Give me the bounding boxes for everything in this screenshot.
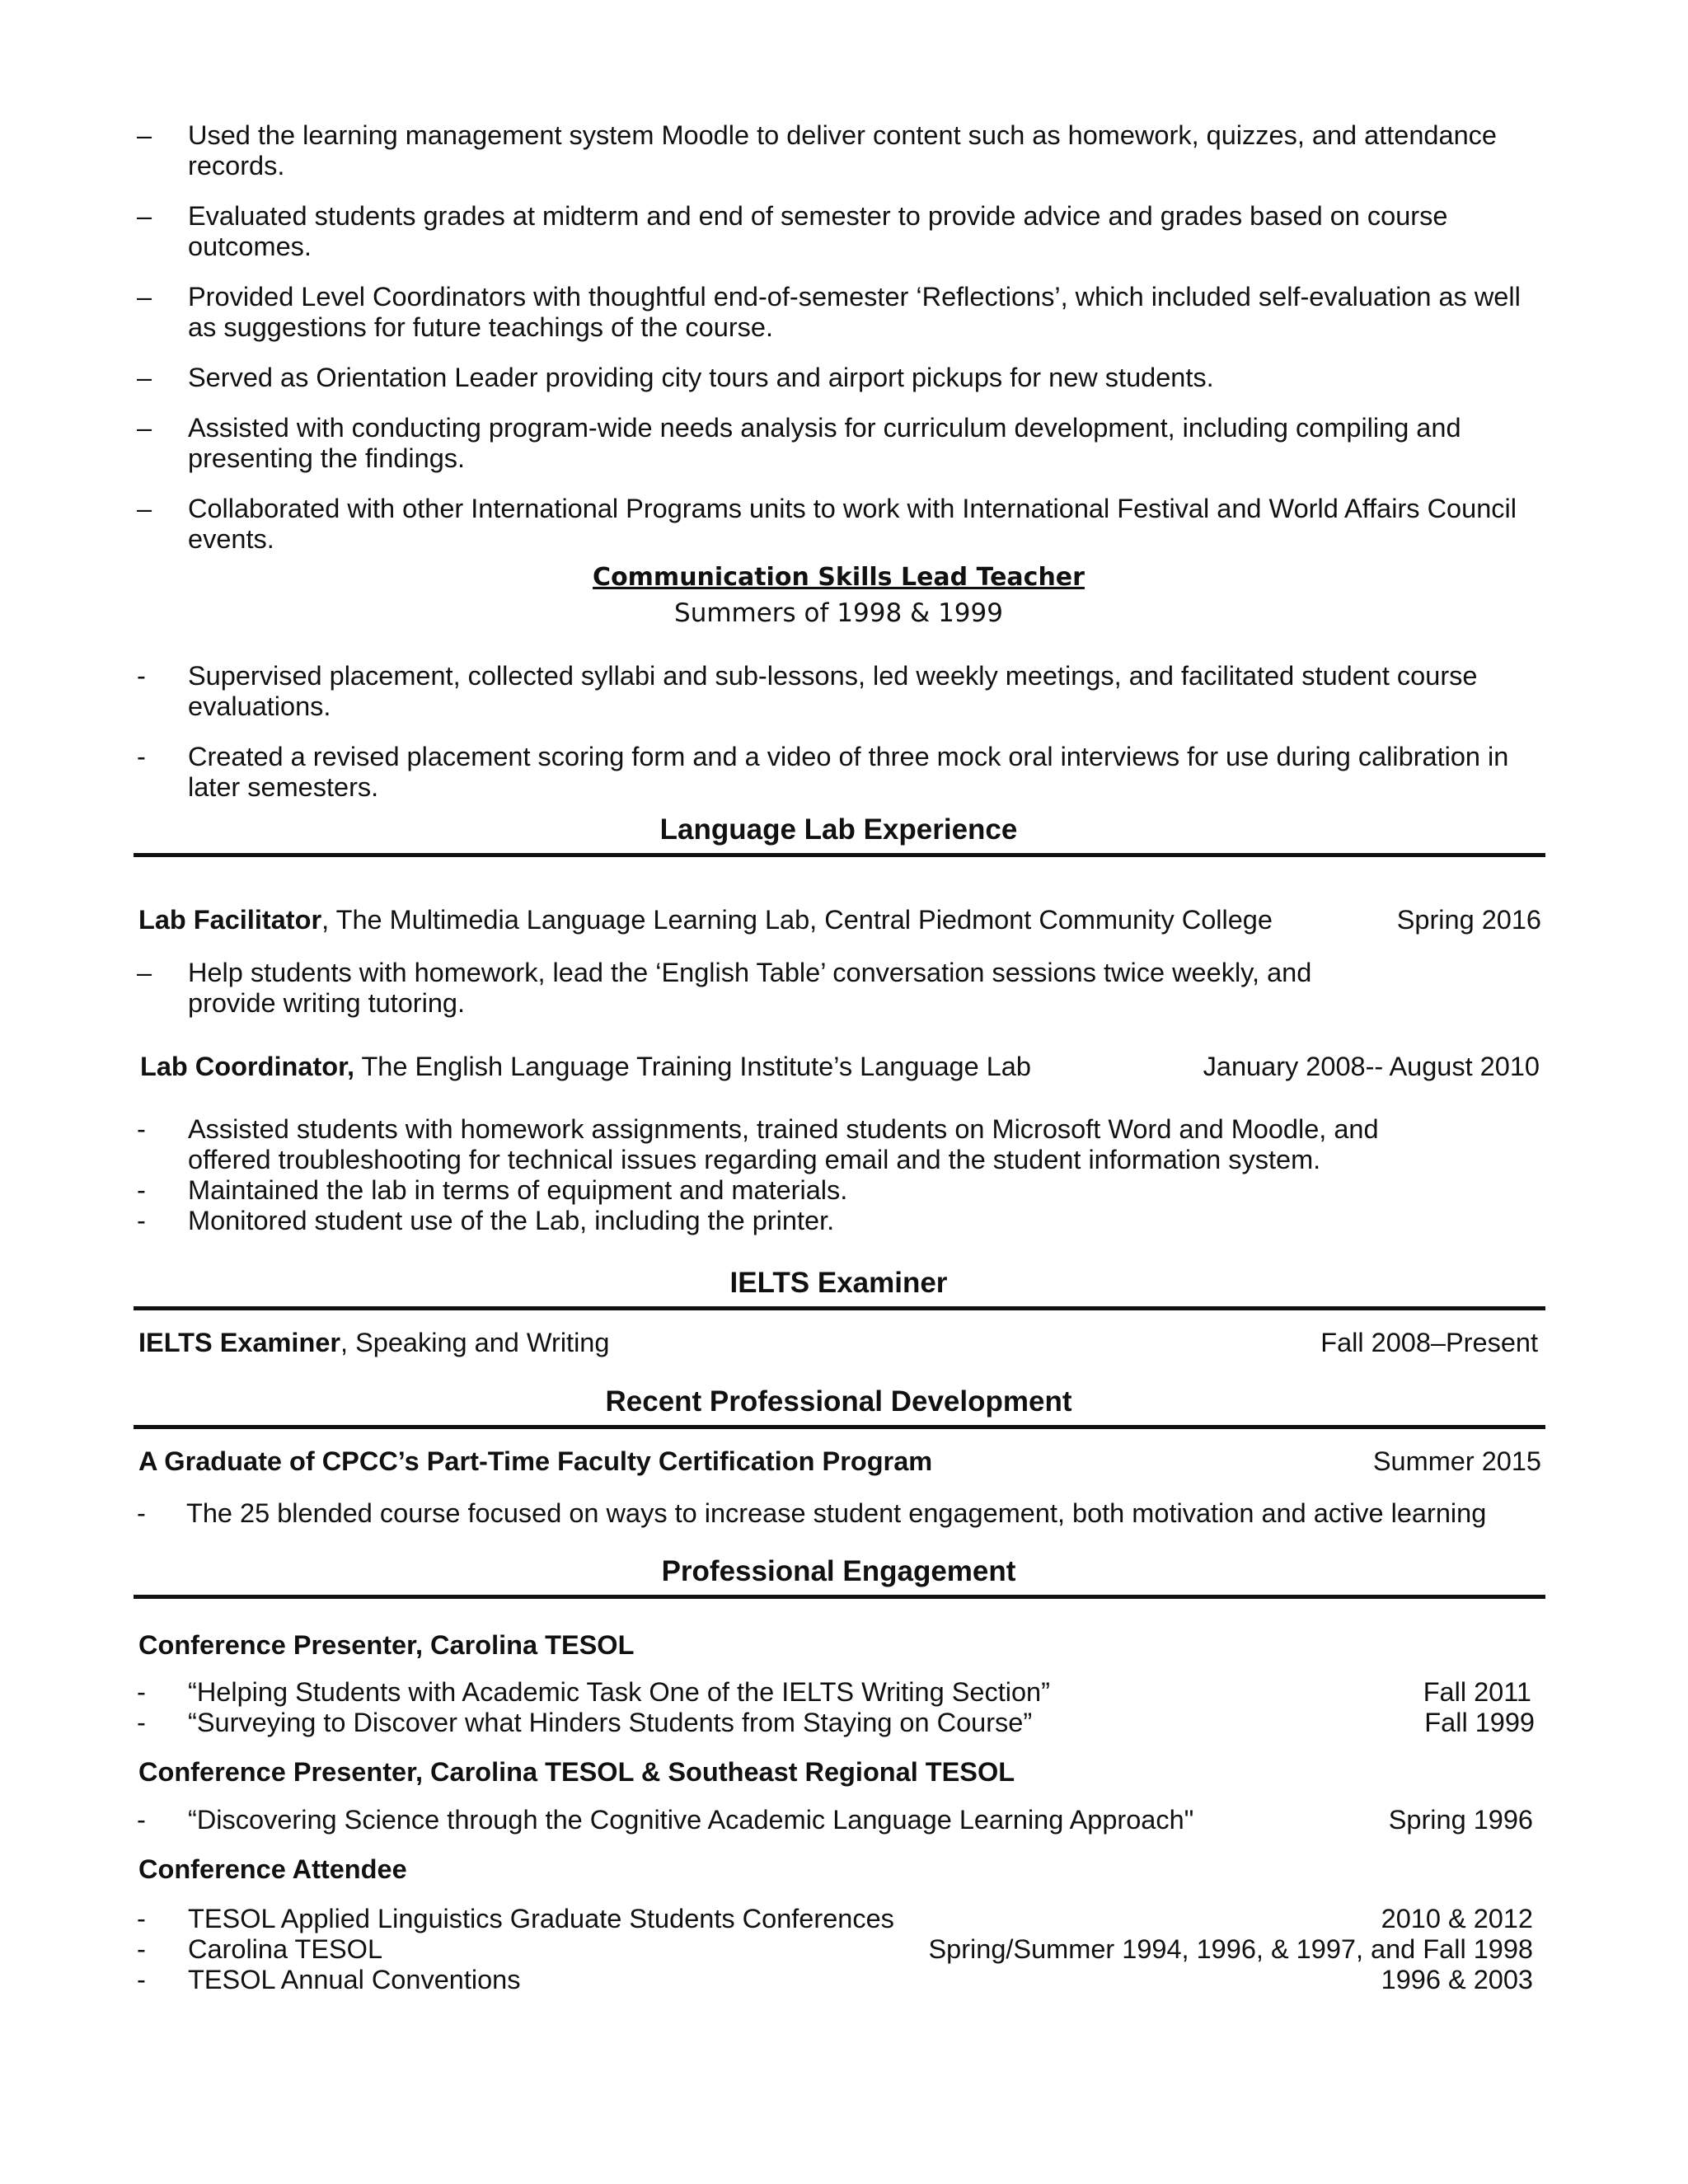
list-item: – Provided Level Coordinators with thoughtful end-of-semester ‘Reflections’, which included self-evaluation as well as suggestions for future teachings of the course.: [137, 282, 1521, 342]
lead-teacher-title: Communication Skills Lead Teacher: [593, 563, 1085, 592]
lab-coordinator-list: [132, 1114, 1418, 1236]
job-title: Lab Facilitator, The Multimedia Language Learning Lab, Central Piedmont Community College: [138, 905, 1273, 935]
section-heading-engagement: Professional Engagement: [661, 1555, 1016, 1587]
lab-facilitator-list: [132, 958, 1376, 1038]
job-date: Fall 2008–Present: [1320, 1328, 1538, 1357]
list-item: – Evaluated students grades at midterm and end of semester to provide advice and grades based on course outcomes.: [137, 201, 1448, 261]
job-date: Spring 2016: [1396, 905, 1541, 935]
list-item: - Supervised placement, collected syllabi and sub-lessons, led weekly meetings, and facilitated student course evaluations.: [137, 661, 1478, 721]
list-item: – Used the learning management system Moodle to deliver content such as homework, quizzes, and attendance records.: [137, 120, 1497, 180]
list-item: - Maintained the lab in terms of equipment and materials.: [137, 1175, 848, 1205]
job-title: Lab Coordinator, The English Language Training Institute’s Language Lab: [140, 1052, 1031, 1081]
list-item: - Carolina TESOL Spring/Summer 1994, 1996, & 1997, and Fall 1998: [137, 1934, 1533, 1964]
development-row: [138, 1446, 1541, 1477]
list-item: - Assisted students with homework assignments, trained students on Microsoft Word and Moodle, and offered troubleshooting for technical issues regarding email and the student information system.: [137, 1114, 1379, 1174]
list-item: - Monitored student use of the Lab, including the printer.: [137, 1206, 835, 1235]
conference-group-title: Conference Presenter, Carolina TESOL & Southeast Regional TESOL: [138, 1757, 1015, 1787]
conference-group-title: Conference Presenter, Carolina TESOL: [138, 1630, 635, 1660]
ielts-row: [138, 1328, 1538, 1358]
lab-facilitator-row: [138, 905, 1541, 935]
teaching-duties-list: [132, 120, 1554, 574]
conference-group-title: Conference Attendee: [138, 1854, 407, 1884]
program-date: Summer 2015: [1372, 1446, 1541, 1476]
section-heading-development: Recent Professional Development: [605, 1385, 1072, 1418]
lead-teacher-date: Summers of 1998 & 1999: [674, 598, 1003, 628]
list-item: - “Surveying to Discover what Hinders Students from Staying on Course” Fall 1999: [137, 1708, 1535, 1737]
section-heading-ielts: IELTS Examiner: [729, 1267, 948, 1299]
job-date: January 2008-- August 2010: [1203, 1052, 1540, 1081]
section-divider: [134, 1595, 1545, 1599]
list-item: - TESOL Applied Linguistics Graduate Students Conferences 2010 & 2012: [137, 1904, 1533, 1933]
lab-coordinator-row: [140, 1052, 1540, 1082]
section-divider: [134, 853, 1545, 857]
job-title: IELTS Examiner, Speaking and Writing: [138, 1328, 610, 1357]
list-item: – Help students with homework, lead the ‘English Table’ conversation sessions twice weekly, and provide writing tutoring.: [137, 958, 1312, 1018]
list-item: – Assisted with conducting program-wide needs analysis for curriculum development, including compiling and presenting the findings.: [137, 413, 1461, 473]
section-heading-language-lab: Language Lab Experience: [659, 813, 1018, 846]
list-item: – Collaborated with other International Programs units to work with International Festival and World Affairs Council events.: [137, 494, 1517, 554]
program-title: A Graduate of CPCC’s Part-Time Faculty Certification Program: [138, 1446, 933, 1476]
development-list: [132, 1498, 1554, 1549]
list-item: - “Helping Students with Academic Task One of the IELTS Writing Section” Fall 2011: [137, 1677, 1531, 1707]
section-divider: [134, 1425, 1545, 1429]
section-divider: [134, 1306, 1545, 1310]
list-item: - “Discovering Science through the Cognitive Academic Language Learning Approach" Spring 1996: [137, 1805, 1533, 1835]
list-item: – Served as Orientation Leader providing city tours and airport pickups for new students.: [137, 363, 1214, 392]
lead-teacher-list: [132, 661, 1554, 823]
list-item: - Created a revised placement scoring form and a video of three mock oral interviews for use during calibration in later semesters.: [137, 742, 1509, 802]
list-item: - The 25 blended course focused on ways to increase student engagement, both motivation and active learning: [137, 1498, 1487, 1528]
list-item: - TESOL Annual Conventions 1996 & 2003: [137, 1965, 1533, 1994]
